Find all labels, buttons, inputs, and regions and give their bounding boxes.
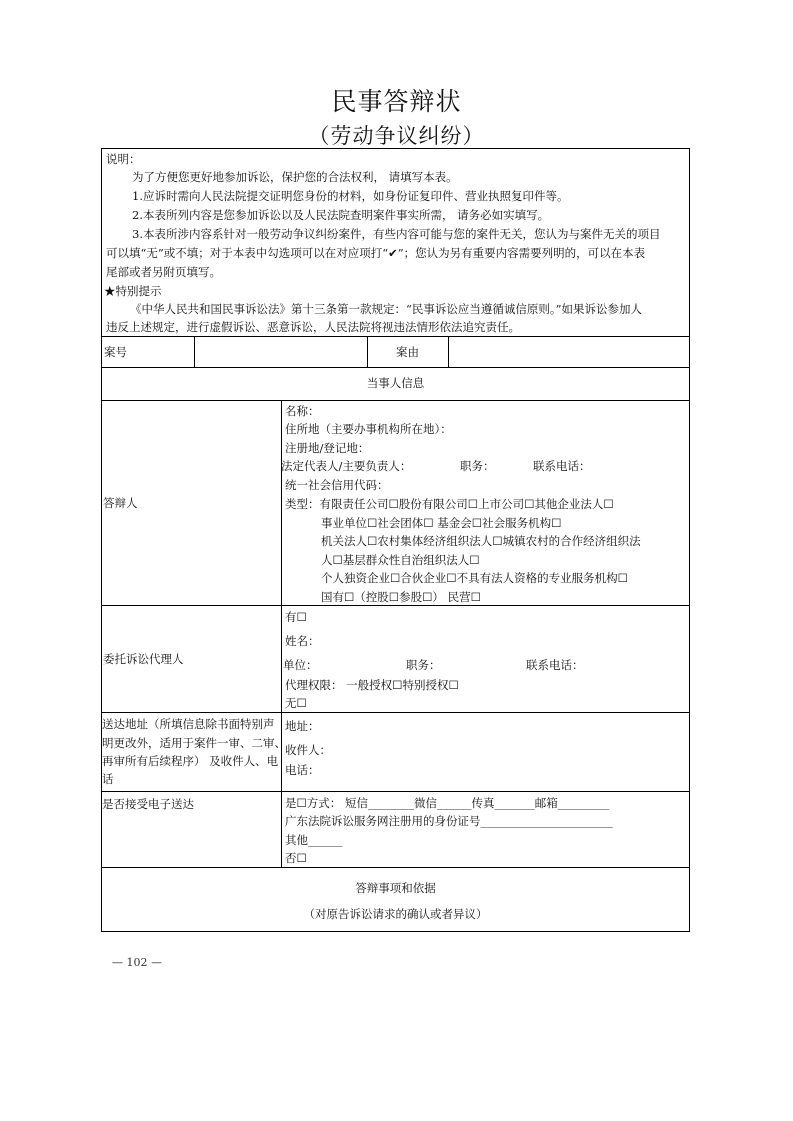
case-cause-field[interactable] [450,337,688,366]
col-divider-case-1 [194,336,195,367]
electronic-other[interactable]: 其他______ [285,833,343,847]
respondent-credit-code[interactable]: 统一社会信用代码： [285,478,389,492]
service-address-label-line-3: 再审所有后续程序） 及收件人、电 [102,754,279,768]
respondent-phone[interactable]: 联系电话： [533,459,591,473]
instructions-intro: 为了方便您更好地参加诉讼，保护您的合法权利， 请填写本表。 [132,170,458,184]
respondent-registered[interactable]: 注册地/登记地： [285,441,370,455]
instructions-heading: 说明： [106,152,141,166]
instructions-item-2: 2.本表所列内容是您参加诉讼以及人民法院查明案件事实所需， 请务必如实填写。 [132,208,550,222]
defense-subtitle: （对原告诉讼请求的确认或者异议） [303,907,488,921]
electronic-id-line[interactable]: 广东法院诉讼服务网注册用的身份证号_______________________ [285,814,613,828]
rule-after-electronic [101,867,690,868]
party-section-title: 当事人信息 [366,376,425,390]
instructions-item-3-line-3: 尾部或者另附页填写。 [106,265,221,279]
case-number-field[interactable] [196,337,366,366]
electronic-yes-line[interactable]: 是☐方式： 短信________微信______传真_______邮箱_________ [285,796,610,810]
instructions-item-3-line-1: 3.本表所涉内容系针对一般劳动争议纠纷案件，有些内容可能与您的案件无关，您认为与案件无关的项目 [132,227,661,241]
special-notice-heading: ★特别提示 [104,284,162,298]
respondent-position[interactable]: 职务： [460,459,495,473]
respondent-type-line-5[interactable]: 个人独资企业☐合伙企业☐不具有法人资格的专业服务机构☐ [321,571,628,585]
document-title: 民事答辩状 [331,87,462,116]
defense-title: 答辩事项和依据 [355,881,436,895]
service-address-label-line-1: 送达地址（所填信息除书面特别声 [102,717,275,731]
case-number-label: 案号 [104,345,127,359]
agent-none-checkbox[interactable]: 无☐ [285,696,307,710]
agent-name[interactable]: 姓名： [285,634,320,648]
rule-after-case-row [101,367,690,368]
service-address-field[interactable]: 地址： [285,719,320,733]
respondent-type-line-3[interactable]: 机关法人☐农村集体经济组织法人☐城镇农村的合作经济组织法 [321,534,641,548]
document-subtitle: （劳动争议纠纷） [308,124,485,148]
instructions-item-1: 1.应诉时需向人民法院提交证明您身份的材料，如身份证复印件、营业执照复印件等。 [132,189,569,203]
rule-after-agent [101,712,690,713]
respondent-type-line-6[interactable]: 国有☐（控股☐参股☐） 民营☐ [321,590,481,604]
agent-has-checkbox[interactable]: 有☐ [285,610,307,624]
agent-label: 委托诉讼代理人 [103,652,184,666]
agent-unit[interactable]: 单位： [283,658,318,672]
respondent-label: 答辩人 [103,496,138,510]
agent-position[interactable]: 职务： [406,658,441,672]
service-recipient-field[interactable]: 收件人： [285,743,331,757]
respondent-address[interactable]: 住所地（主要办事机构所在地）： [285,422,452,436]
rule-after-party-title [101,400,690,401]
service-phone-field[interactable]: 电话： [285,763,320,777]
service-address-label-line-4: 话 [102,772,114,786]
agent-phone[interactable]: 联系电话： [526,658,584,672]
respondent-name[interactable]: 名称： [285,404,320,418]
respondent-type-line-2[interactable]: 事业单位☐社会团体☐ 基金会☐社会服务机构☐ [321,516,562,530]
agent-authority[interactable]: 代理权限： 一般授权☐特别授权☐ [285,678,459,692]
service-address-label-line-2: 明更改外，适用于案件一审、二审、 [102,736,286,750]
respondent-type-line-4[interactable]: 人☐基层群众性自治组织法人☐ [321,553,480,567]
col-divider-case-2 [367,336,368,367]
case-cause-label: 案由 [396,345,419,359]
rule-after-address [101,791,690,792]
instructions-item-3-line-2: 可以填“无”或不填；对于本表中勾选项可以在对应项打“✔”；您认为另有重要内容需要列明的，可以在本表 [106,246,646,260]
page-number: — 102 — [112,956,162,969]
electronic-service-label: 是否接受电子送达 [102,797,194,811]
col-divider-case-3 [448,336,449,367]
special-notice-line-2: 违反上述规定，进行虚假诉讼、恶意诉讼，人民法院将视违法情形依法追究责任。 [106,320,520,334]
respondent-legal-rep[interactable]: 法定代表人/主要负责人： [281,459,412,473]
respondent-type-line-1[interactable]: 类型：有限责任公司☐股份有限公司☐上市公司☐其他企业法人☐ [285,497,614,511]
special-notice-line-1: 《中华人民共和国民事诉讼法》第十三条第一款规定：“民事诉讼应当遵循诚信原则。”如果诉讼参加人 [130,302,643,316]
electronic-no-checkbox[interactable]: 否☐ [285,851,307,865]
